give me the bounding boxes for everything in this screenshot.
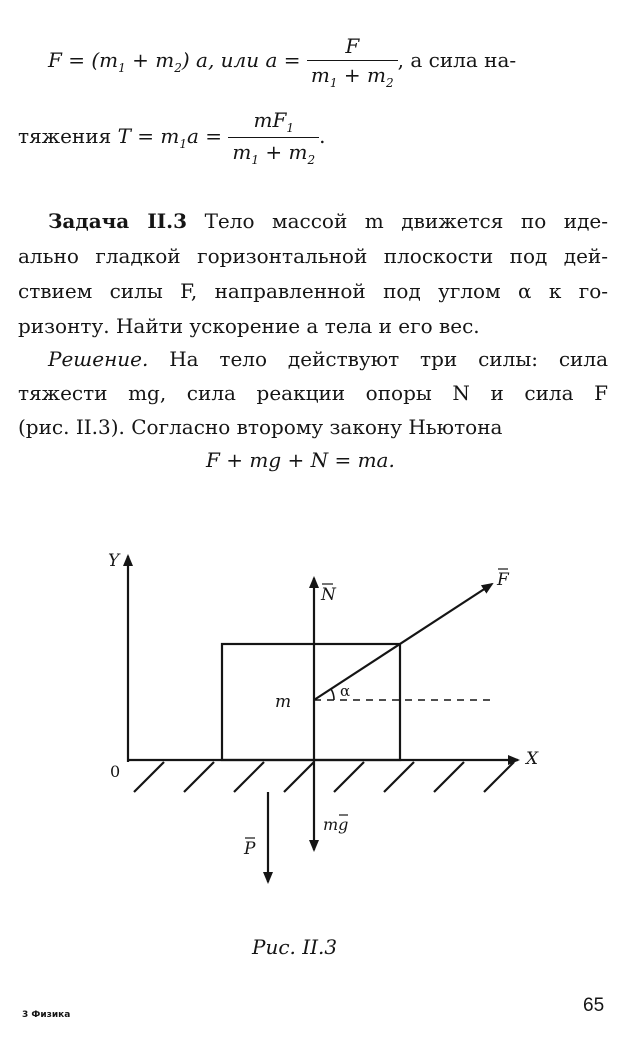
formula-1-den-m2-sub: 2	[385, 75, 394, 90]
y-axis-label: Y	[108, 551, 120, 571]
formula-2-denominator	[228, 137, 319, 167]
formula-2-numerator	[228, 108, 319, 137]
applied-force-label: F	[497, 570, 509, 590]
mass-label: m	[275, 692, 292, 712]
formula-1	[48, 30, 516, 90]
weight-label: P	[244, 839, 256, 859]
origin-label: 0	[110, 762, 121, 781]
formula-2-lhs-tail: a =	[186, 124, 223, 148]
formula-1-den-m1: m	[310, 62, 330, 87]
solution-paragraph	[18, 342, 608, 444]
formula-1-den-plus: +	[337, 62, 368, 87]
problem-line-1	[18, 204, 608, 239]
formula-1-den-m1-sub: 1	[329, 75, 338, 90]
problem-title: Задача II.3	[48, 209, 188, 233]
formula-2	[18, 104, 325, 168]
formula-2-den-m1: m	[232, 140, 252, 164]
angle-label: α	[340, 682, 351, 700]
solution-line-1-text: На тело действуют три силы: сила	[169, 347, 608, 371]
normal-force-label: N	[321, 585, 336, 605]
problem-line-2: ально гладкой горизонтальной плоскости под дей-	[18, 244, 608, 268]
formula-1-fraction	[307, 34, 398, 90]
formula-2-den-m2-sub: 2	[307, 153, 316, 167]
formula-1-m2: m	[155, 48, 175, 72]
problem-line-3: ствием силы F, направленной под углом α к го-	[18, 279, 608, 303]
newton-equation: F + mg + N = ma.	[206, 448, 395, 472]
formula-2-den-plus: +	[259, 140, 289, 164]
gravity-label: mg	[323, 815, 349, 834]
formula-2-lhs: T = m	[117, 124, 180, 148]
figure-caption: Рис. II.3	[252, 935, 338, 959]
formula-2-num: mF	[253, 108, 287, 132]
solution-label: Решение.	[48, 347, 149, 371]
formula-1-tail: , а сила на-	[397, 48, 517, 72]
formula-2-prefix: тяжения	[18, 124, 112, 148]
formula-1-m1: m	[99, 48, 119, 72]
formula-2-num-sub: 1	[286, 121, 294, 135]
angle-arc	[331, 689, 334, 700]
formula-1-denominator	[307, 60, 398, 90]
formula-2-den-m2: m	[288, 140, 308, 164]
problem-line-4: ризонту. Найти ускорение a тела и его вес.	[18, 314, 480, 338]
formula-1-rhs: ) a, или a =	[181, 48, 301, 72]
solution-line-2: тяжести mg, сила реакции опоры N и сила F	[18, 381, 608, 405]
formula-1-den-m2: m	[367, 62, 386, 87]
x-axis-label: X	[526, 749, 539, 769]
page-number: 65	[583, 995, 605, 1016]
solution-line-1	[18, 342, 608, 376]
problem-paragraph	[18, 204, 608, 344]
problem-line-1-text: Тело массой m движется по иде-	[204, 209, 609, 233]
formula-1-plus: +	[125, 48, 156, 72]
formula-2-fraction	[228, 108, 319, 167]
ground-hatching	[134, 762, 514, 792]
formula-1-numerator: F	[345, 33, 360, 58]
solution-line-3: (рис. II.3). Согласно второму закону Ньютона	[18, 415, 503, 439]
formula-1-lhs: F = (	[48, 48, 100, 72]
chapter-mark: 3 Физика	[22, 1010, 71, 1020]
formula-2-tail: .	[319, 124, 326, 148]
formula-2-den-m1-sub: 1	[251, 153, 259, 167]
figure-ii-3	[0, 520, 622, 940]
formula-1-m1-sub: 1	[118, 61, 126, 75]
formula-1-m2-sub: 2	[174, 61, 182, 75]
formula-2-lhs-sub: 1	[179, 137, 187, 151]
